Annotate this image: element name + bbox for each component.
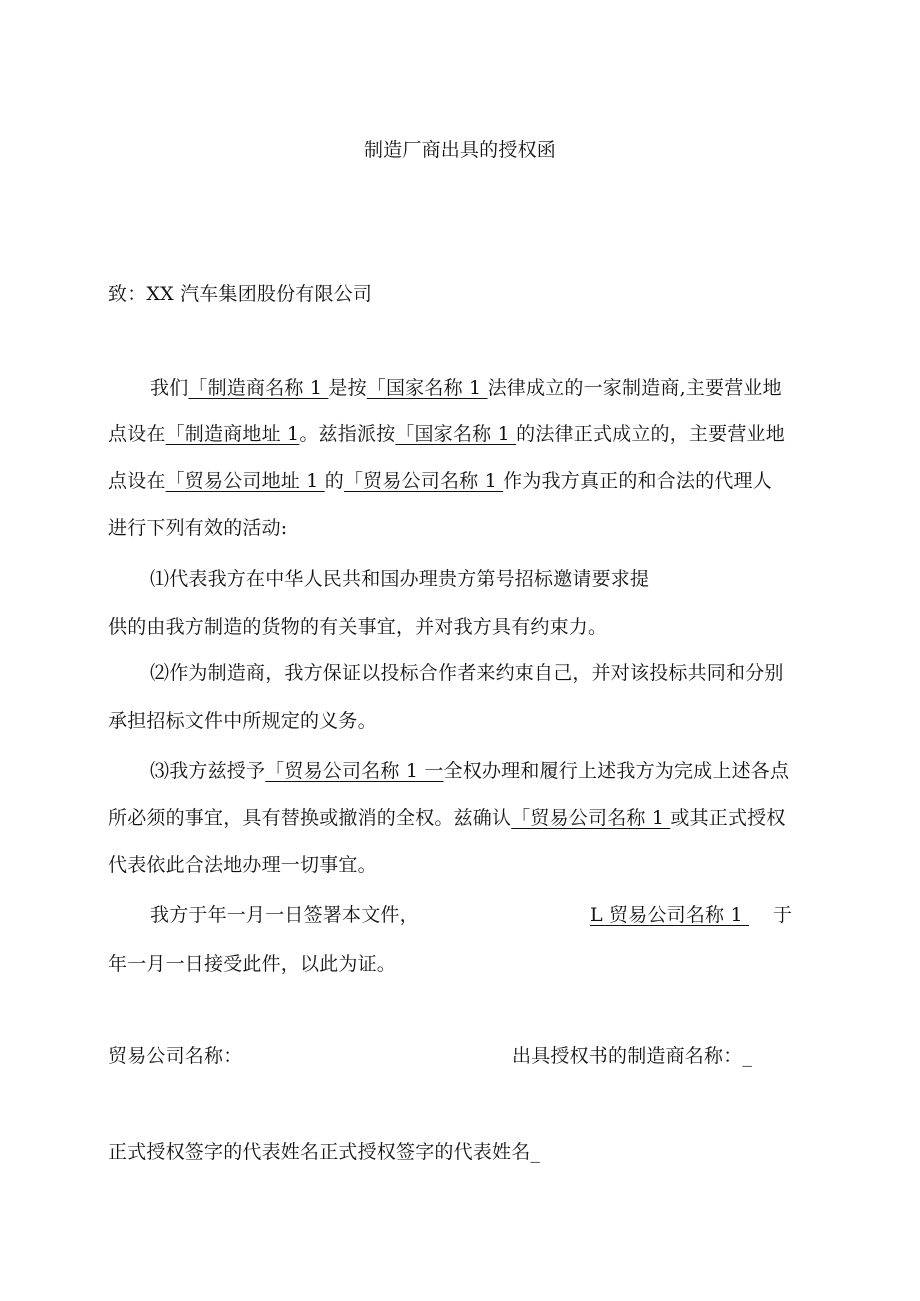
trade-company-address-placeholder: 「贸易公司地址 1 bbox=[165, 470, 325, 492]
text: 的法律正式成立的，主要营业地 bbox=[516, 423, 785, 445]
text: 全权办理和履行上述我方为完成上述各点 bbox=[443, 760, 790, 782]
paragraph-1-line-2 bbox=[108, 421, 785, 447]
sign-line-2: 年一月一日接受此件，以此为证。 bbox=[108, 953, 397, 975]
text: 于 bbox=[773, 904, 793, 926]
paragraph-1-line-3 bbox=[108, 468, 772, 494]
sign-line-1-right bbox=[590, 902, 792, 928]
trade-company-name-label: 贸易公司名称： bbox=[108, 1045, 243, 1067]
item-3-line-3: 代表依此合法地办理一切事宜。 bbox=[108, 854, 377, 876]
manufacturer-name-label: 出具授权书的制造商名称：_ bbox=[512, 1045, 753, 1067]
authorized-representative-line: 正式授权签字的代表姓名正式授权签字的代表姓名_ bbox=[108, 1141, 541, 1163]
item-2-line-1: ⑵作为制造商，我方保证以投标合作者来约束自己，并对该投标共同和分别 bbox=[150, 662, 784, 684]
item-3-line-1 bbox=[150, 758, 789, 784]
text: 我们 bbox=[150, 377, 189, 399]
paragraph-1-line-4: 进行下列有效的活动: bbox=[108, 517, 288, 539]
manufacturer-name-placeholder: 「制造商名称 1 bbox=[188, 377, 329, 399]
item-1-line-2: 供的由我方制造的货物的有关事宜，并对我方具有约束力。 bbox=[108, 616, 608, 638]
item-1-line-1: ⑴代表我方在中华人民共和国办理贵方第号招标邀请要求提 bbox=[150, 568, 650, 590]
item-3-line-2 bbox=[108, 805, 786, 831]
country-name-placeholder: 「国家名称 1 bbox=[366, 377, 488, 399]
sign-line-1-left: 我方于年一月一日签署本文件， bbox=[150, 904, 419, 926]
trade-company-name-placeholder: 「贸易公司名称 1 一 bbox=[265, 760, 444, 782]
manufacturer-address-placeholder: 「制造商地址 1 bbox=[165, 423, 300, 445]
text: 作为我方真正的和合法的代理人 bbox=[503, 470, 772, 492]
text: ⑶我方兹授予 bbox=[150, 760, 266, 782]
trade-company-name-placeholder: L 贸易公司名称 1 bbox=[590, 904, 750, 926]
text: 或其正式授权 bbox=[670, 807, 786, 829]
text: 点设在 bbox=[108, 423, 166, 445]
text: 是按 bbox=[328, 377, 367, 399]
item-2-line-2: 承担招标文件中所规定的义务。 bbox=[108, 710, 377, 732]
trade-company-name-placeholder: 「贸易公司名称 1 bbox=[343, 470, 504, 492]
paragraph-1-line-1 bbox=[150, 375, 782, 401]
text: 所必须的事宜，具有替换或撤消的全权。兹确认 bbox=[108, 807, 512, 829]
recipient-line: 致：XX 汽车集团股份有限公司 bbox=[108, 283, 373, 305]
text: 点设在 bbox=[108, 470, 166, 492]
text: 的 bbox=[324, 470, 344, 492]
trade-company-name-placeholder: 「贸易公司名称 1 bbox=[511, 807, 671, 829]
document-title: 制造厂商出具的授权函 bbox=[363, 139, 556, 161]
text: 。兹指派按 bbox=[299, 423, 396, 445]
country-name-placeholder: 「国家名称 1 bbox=[395, 423, 517, 445]
text: 法律成立的一家制造商,主要营业地 bbox=[487, 377, 782, 399]
